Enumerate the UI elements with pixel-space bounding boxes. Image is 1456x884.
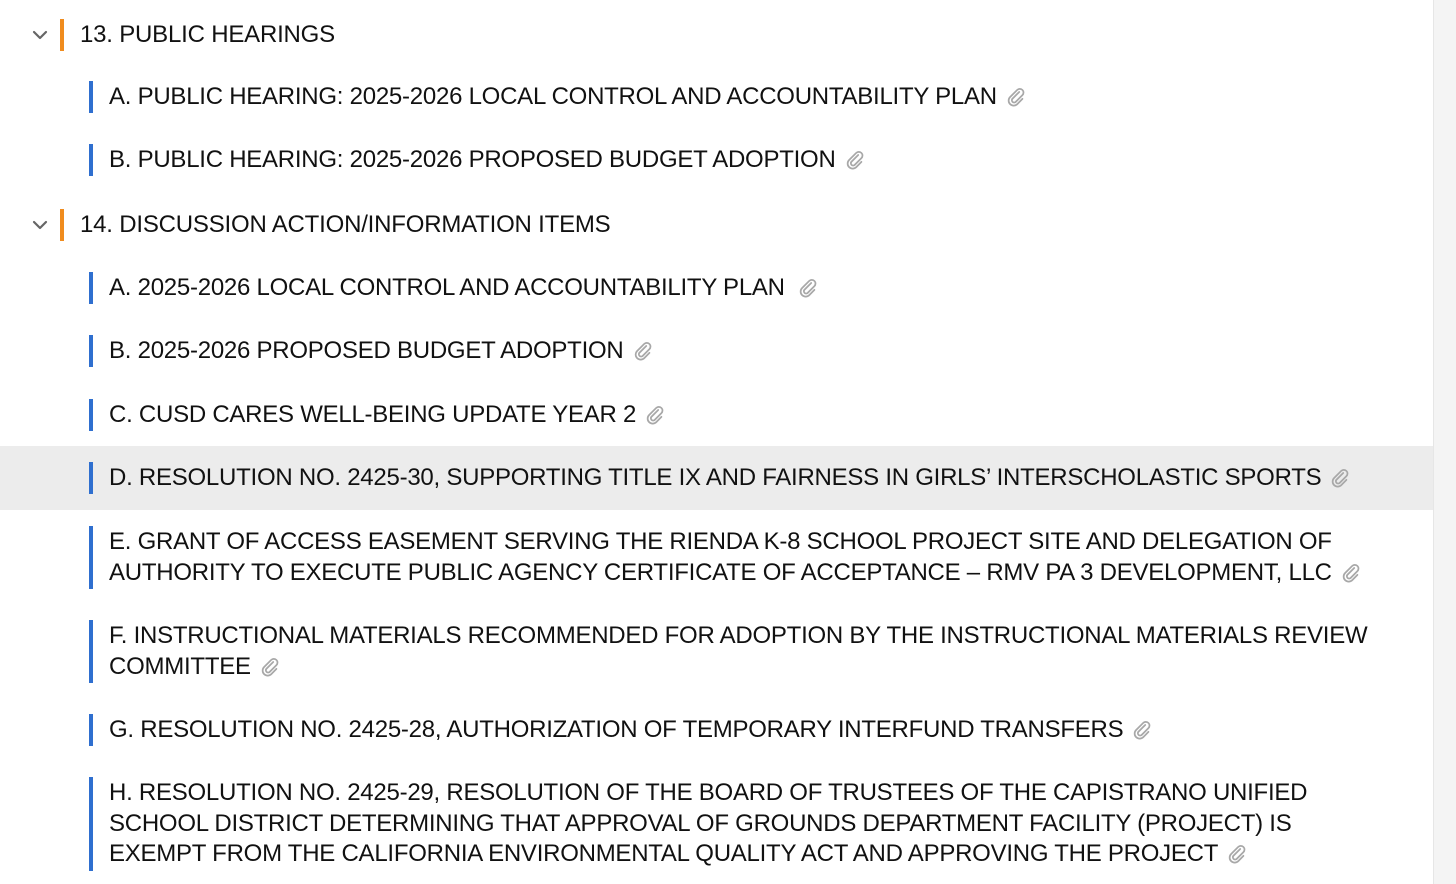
item-accent-bar [89, 620, 93, 683]
chevron-down-icon[interactable] [28, 213, 52, 237]
agenda-item-14e-label[interactable] [109, 527, 1394, 588]
section-accent-bar [60, 209, 64, 241]
section-14-title[interactable]: 14. DISCUSSION ACTION/INFORMATION ITEMS [80, 211, 611, 238]
section-14-row [0, 192, 1434, 255]
agenda-item-13b[interactable] [0, 128, 1434, 191]
paperclip-icon[interactable] [1131, 719, 1153, 741]
chevron-down-icon[interactable] [28, 23, 52, 47]
paperclip-icon[interactable] [797, 277, 819, 299]
agenda-item-14b-label[interactable] [109, 336, 1394, 367]
agenda-item-14h-label[interactable] [109, 778, 1394, 870]
item-label-text: D. RESOLUTION NO. 2425-30, SUPPORTING TITLE IX AND FAIRNESS IN GIRLS’ INTERSCHOLASTIC SPORTS [109, 464, 1322, 491]
agenda-item-14c[interactable] [0, 383, 1434, 446]
agenda-item-14a-label[interactable] [109, 273, 1394, 304]
item-label-text: A. 2025-2026 LOCAL CONTROL AND ACCOUNTABILITY PLAN [109, 274, 785, 301]
agenda-item-14g[interactable] [0, 698, 1434, 761]
paperclip-icon[interactable] [259, 656, 281, 678]
paperclip-icon[interactable] [1329, 467, 1351, 489]
paperclip-icon[interactable] [1005, 86, 1027, 108]
agenda-item-13b-label[interactable] [109, 145, 1394, 176]
paperclip-icon[interactable] [632, 340, 654, 362]
item-label-text: A. PUBLIC HEARING: 2025-2026 LOCAL CONTROL AND ACCOUNTABILITY PLAN [109, 83, 997, 110]
item-accent-bar [89, 335, 93, 367]
item-accent-bar [89, 272, 93, 304]
vertical-scrollbar[interactable] [1433, 0, 1456, 884]
item-accent-bar [89, 714, 93, 746]
item-accent-bar [89, 144, 93, 176]
agenda-item-14g-label[interactable] [109, 715, 1394, 746]
paperclip-icon[interactable] [644, 404, 666, 426]
paperclip-icon[interactable] [1226, 843, 1248, 865]
item-accent-bar [89, 777, 93, 871]
paperclip-icon[interactable] [844, 149, 866, 171]
agenda-item-14f[interactable] [0, 604, 1434, 698]
agenda-item-14a[interactable] [0, 256, 1434, 319]
item-label-text: B. PUBLIC HEARING: 2025-2026 PROPOSED BUDGET ADOPTION [109, 146, 836, 173]
agenda-item-14d-label[interactable] [109, 463, 1394, 494]
item-label-text: G. RESOLUTION NO. 2425-28, AUTHORIZATION OF TEMPORARY INTERFUND TRANSFERS [109, 716, 1124, 743]
item-accent-bar [89, 526, 93, 589]
item-accent-bar [89, 81, 93, 113]
item-label-text: H. RESOLUTION NO. 2425-29, RESOLUTION OF THE BOARD OF TRUSTEES OF THE CAPISTRANO UNIFIED SCHOOL DISTRICT DETERMINING THAT APPROVAL OF GROUNDS DEPARTMENT FACILITY (PROJECT) IS EXEMPT FROM THE CALIFORNIA ENVIRONMENTAL QUALITY ACT AND APPROVING THE PROJECT [109, 779, 1308, 867]
item-label-text: F. INSTRUCTIONAL MATERIALS RECOMMENDED FOR ADOPTION BY THE INSTRUCTIONAL MATERIALS REVIEW COMMITTEE [109, 622, 1368, 680]
agenda-item-14c-label[interactable] [109, 400, 1394, 431]
section-accent-bar [60, 19, 64, 51]
agenda-item-14h[interactable] [0, 761, 1434, 884]
item-label-text: E. GRANT OF ACCESS EASEMENT SERVING THE RIENDA K-8 SCHOOL PROJECT SITE AND DELEGATION OF AUTHORITY TO EXECUTE PUBLIC AGENCY CERTIFICATE OF ACCEPTANCE – RMV PA 3 DEVELOPMENT, LLC [109, 528, 1332, 586]
item-accent-bar [89, 462, 93, 494]
agenda-item-14b[interactable] [0, 319, 1434, 382]
agenda-item-14e[interactable] [0, 510, 1434, 604]
item-label-text: C. CUSD CARES WELL-BEING UPDATE YEAR 2 [109, 401, 637, 428]
paperclip-icon[interactable] [1340, 562, 1362, 584]
agenda-item-13a-label[interactable] [109, 82, 1394, 113]
section-13-row [0, 2, 1434, 65]
agenda-item-13a[interactable] [0, 65, 1434, 128]
agenda-item-14d[interactable] [0, 446, 1434, 510]
agenda-item-14f-label[interactable] [109, 621, 1394, 682]
item-accent-bar [89, 399, 93, 431]
item-label-text: B. 2025-2026 PROPOSED BUDGET ADOPTION [109, 337, 624, 364]
section-13-title[interactable]: 13. PUBLIC HEARINGS [80, 21, 335, 48]
